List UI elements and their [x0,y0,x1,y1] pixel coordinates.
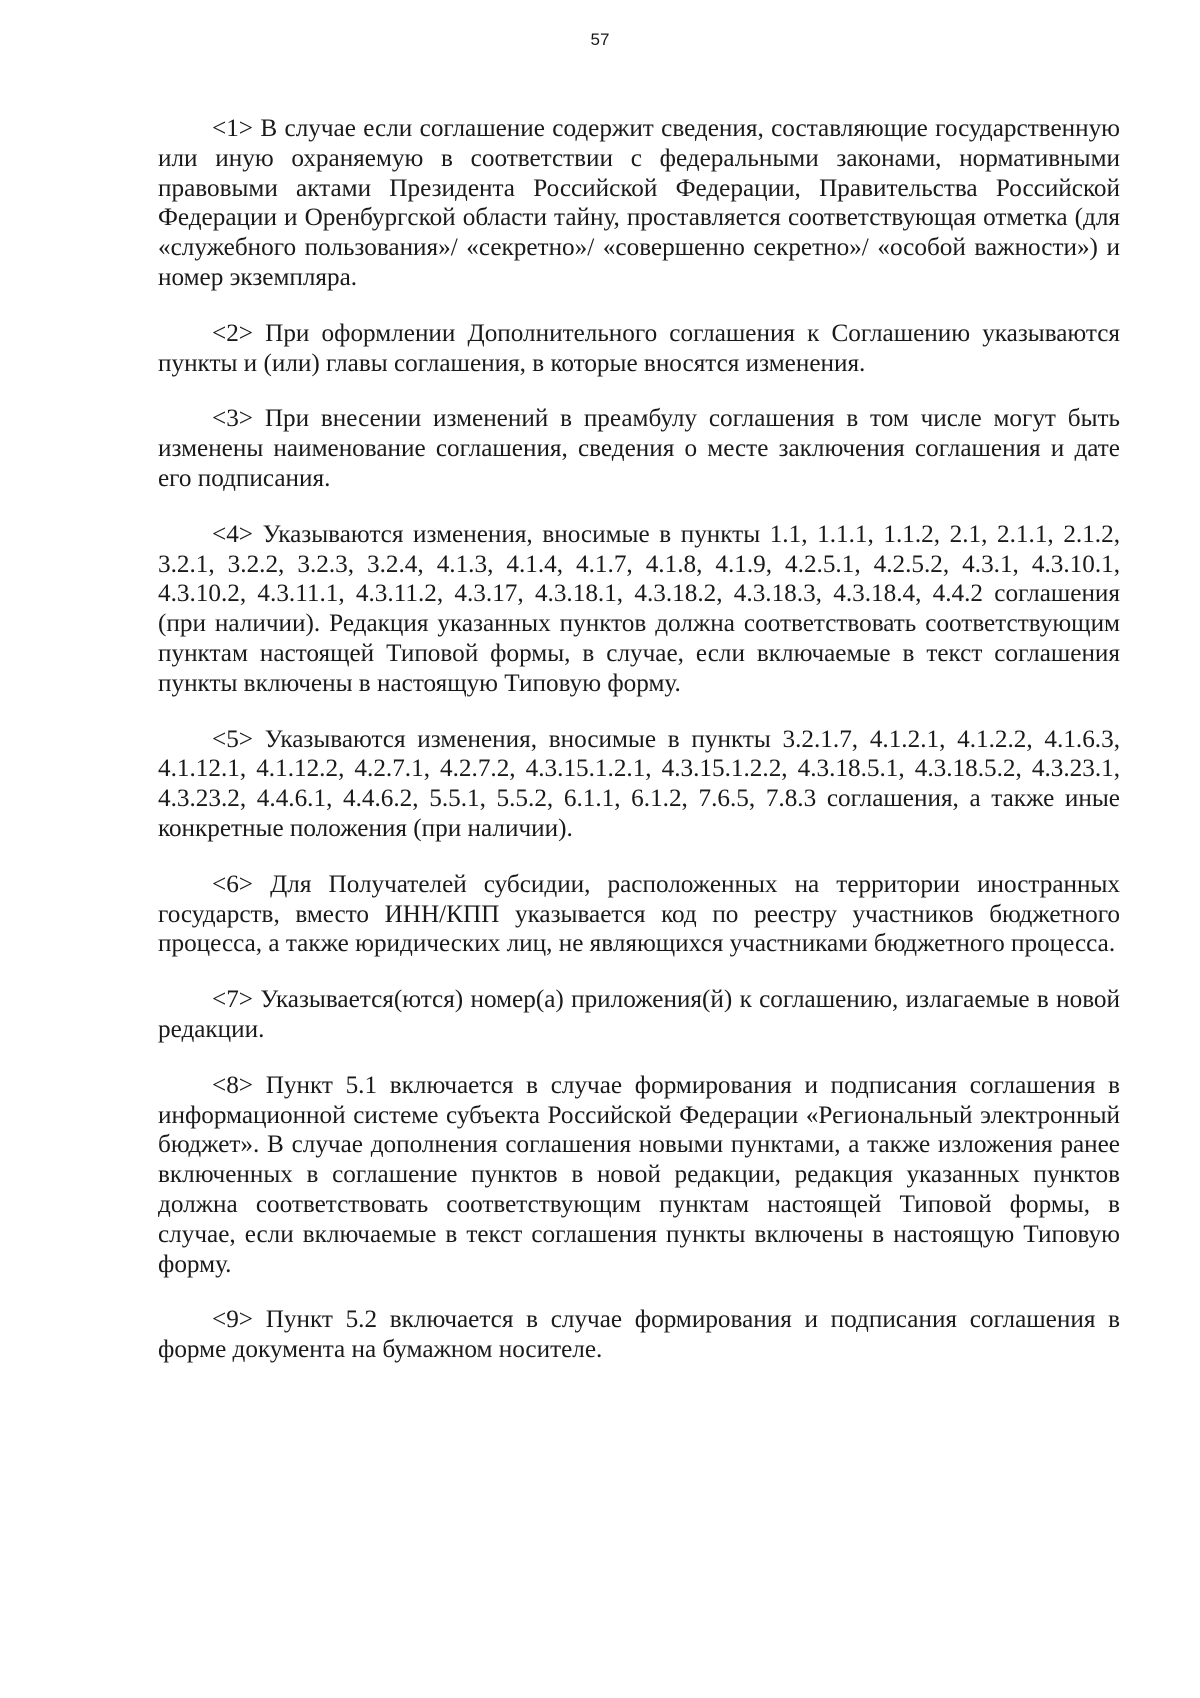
page-number: 57 [590,30,610,49]
footnote-6: <6> Для Получателей субсидии, расположенных на территории иностранных государств, вместо ИНН/КПП указывается код по реестру участников бюджетного процесса, а также юридических лиц, не являющихся участниками бюджетного процесса. [158,870,1120,958]
footnote-9: <9> Пункт 5.2 включается в случае формирования и подписания соглашения в форме документа на бумажном носителе. [158,1306,1120,1364]
footnote-5: <5> Указываются изменения, вносимые в пункты 3.2.1.7, 4.1.2.1, 4.1.2.2, 4.1.6.3, 4.1.12.1, 4.1.12.2, 4.2.7.1, 4.2.7.2, 4.3.15.1.2.1, 4.3.15.1.2.2, 4.3.18.5.1, 4.3.18.5.2, 4.3.23.1, 4.3.23.2, 4.4.6.1, 4.4.6.2, 5.5.1, 5.5.2, 6.1.1, 6.1.2, 7.6.5, 7.8.3 соглашения, а также иные конкретные положения (при наличии). [158,725,1120,842]
footnote-4: <4> Указываются изменения, вносимые в пункты 1.1, 1.1.1, 1.1.2, 2.1, 2.1.1, 2.1.2, 3.2.1, 3.2.2, 3.2.3, 3.2.4, 4.1.3, 4.1.4, 4.1.7, 4.1.8, 4.1.9, 4.2.5.1, 4.2.5.2, 4.3.1, 4.3.10.1, 4.3.10.2, 4.3.11.1, 4.3.11.2, 4.3.17, 4.3.18.1, 4.3.18.2, 4.3.18.3, 4.3.18.4, 4.4.2 соглашения (при наличии). Редакция указанных пунктов должна соответствовать соответствующим пунктам настоящей Типовой формы, в случае, если включаемые в текст соглашения пункты включены в настоящую Типовую форму. [158,520,1120,697]
footnote-8: <8> Пункт 5.1 включается в случае формирования и подписания соглашения в информационной системе субъекта Российской Федерации «Региональный электронный бюджет». В случае дополнения соглашения новыми пунктами, а также изложения ранее включенных в соглашение пунктов в новой редакции, редакция указанных пунктов должна соответствовать соответствующим пунктам настоящей Типовой формы, в случае, если включаемые в текст соглашения пункты включены в настоящую Типовую форму. [158,1071,1120,1278]
footnotes-section [158,114,1120,1391]
footnote-7: <7> Указывается(ются) номер(а) приложения(й) к соглашению, излагаемые в новой редакции. [158,986,1120,1043]
footnote-3: <3> При внесении изменений в преамбулу соглашения в том числе могут быть изменены наименование соглашения, сведения о месте заключения соглашения и дате его подписания. [158,405,1120,492]
footnote-2: <2> При оформлении Дополнительного соглашения к Соглашению указываются пункты и (или) главы соглашения, в которые вносятся изменения. [158,319,1120,377]
footnote-1: <1> В случае если соглашение содержит сведения, составляющие государственную или иную охраняемую в соответствии с федеральными законами, нормативными правовыми актами Президента Российской Федерации, Правительства Российской Федерации и Оренбургской области тайну, проставляется соответствующая отметка (для «служебного пользования»/ «секретно»/ «совершенно секретно»/ «особой важности») и номер экземпляра. [158,115,1120,291]
